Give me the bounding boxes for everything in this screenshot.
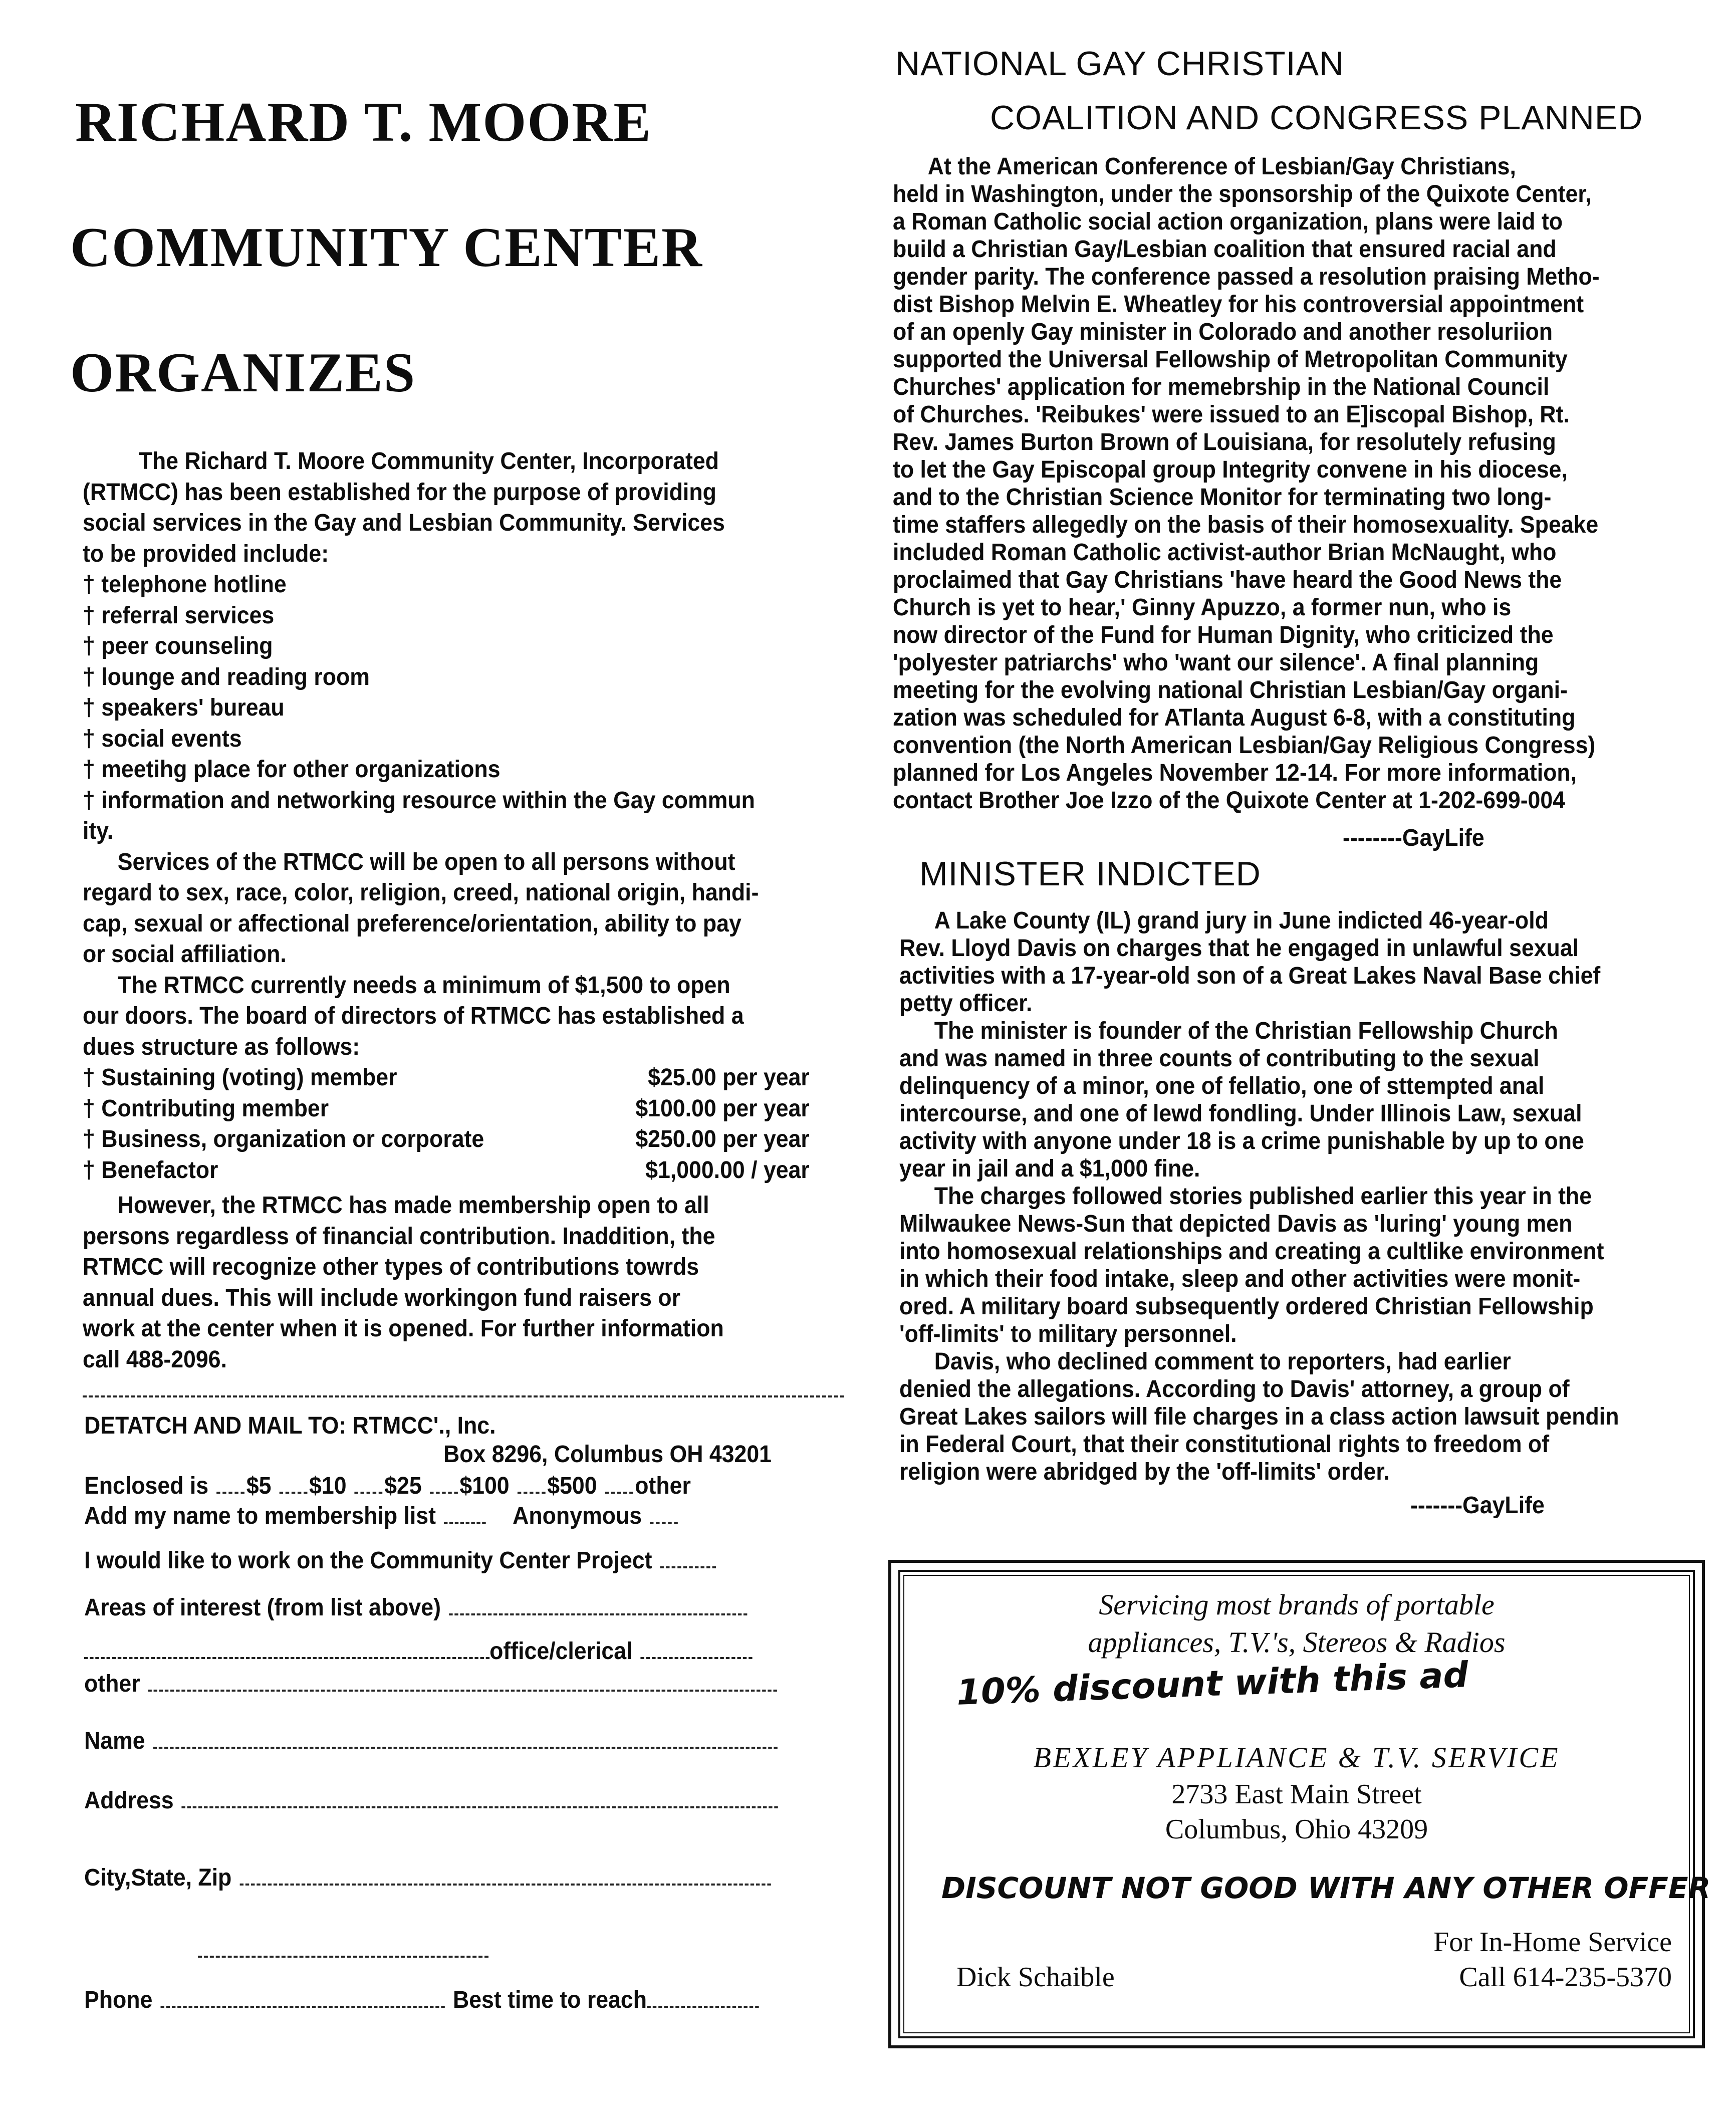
article-heading-line-2: COALITION AND CONGRESS PLANNED xyxy=(990,99,1643,137)
work-blank[interactable] xyxy=(660,1546,716,1568)
article-heading-line-1: NATIONAL GAY CHRISTIAN xyxy=(895,45,1345,83)
office-row xyxy=(84,1637,754,1665)
membership-label: Add my name to membership list xyxy=(84,1503,436,1529)
city-label: City,State, Zip xyxy=(84,1864,232,1891)
text-line: a Roman Catholic social action organization, plans were laid to xyxy=(893,208,1563,235)
phone-row xyxy=(84,1986,759,2014)
minister-indicted-heading: MINISTER INDICTED xyxy=(919,855,1261,893)
text-line: proclaimed that Gay Christians 'have heard the Good News the xyxy=(893,567,1562,593)
text-line: gender parity. The conference passed a resolution praising Metho- xyxy=(893,264,1600,290)
text-line: to let the Gay Episcopal group Integrity convene in his diocese, xyxy=(893,456,1568,483)
amount-option: other xyxy=(635,1473,691,1499)
text-line: Rev. Lloyd Davis on charges that he engaged in unlawful sexual xyxy=(899,935,1579,962)
text-line: persons regardless of financial contribution. Inaddition, the xyxy=(83,1223,715,1250)
text-line: regard to sex, race, color, religion, creed, national origin, handi- xyxy=(83,879,759,906)
ad-tagline-1: Servicing most brands of portable xyxy=(1099,1588,1495,1621)
office-blank[interactable] xyxy=(84,1637,489,1659)
text-line: of Churches. 'Reibukes' were issued to an E]iscopal Bishop, Rt. xyxy=(893,401,1570,428)
cut-line-divider xyxy=(83,1395,844,1397)
other-blank[interactable] xyxy=(148,1670,778,1692)
text-line: † peer counseling xyxy=(83,633,273,659)
dues-label: † Benefactor xyxy=(83,1156,218,1184)
text-line: and was named in three counts of contributing to the sexual xyxy=(899,1045,1540,1072)
headline-line-2: COMMUNITY CENTER xyxy=(70,216,703,279)
text-line: † lounge and reading room xyxy=(83,663,370,690)
text-line: † referral services xyxy=(83,602,275,629)
text-line: Great Lakes sailors will file charges in a class action lawsuit pendin xyxy=(899,1403,1619,1430)
text-line: held in Washington, under the sponsorship of the Quixote Center, xyxy=(893,181,1592,207)
text-line: year in jail and a $1,000 fine. xyxy=(899,1155,1200,1182)
text-line: contact Brother Joe Izzo of the Quixote Center at 1-202-699-004 xyxy=(893,787,1566,814)
dues-amount: $100.00 per year xyxy=(635,1095,810,1122)
text-line: supported the Universal Fellowship of Metropolitan Community xyxy=(893,346,1568,373)
text-line: annual dues. This will include workingon fund raisers or xyxy=(83,1284,681,1311)
bexley-appliance-ad xyxy=(888,1560,1711,2048)
amount-option: $25 xyxy=(384,1473,422,1499)
best-time-blank[interactable] xyxy=(647,1986,759,2008)
amount-25-blank[interactable] xyxy=(355,1472,383,1494)
address-blank[interactable] xyxy=(182,1786,778,1808)
text-line: and to the Christian Science Monitor for terminating two long- xyxy=(893,484,1552,511)
text-line: in Federal Court, that their constitutional rights to freedom of xyxy=(899,1431,1550,1458)
text-line: social services in the Gay and Lesbian Community. Services xyxy=(83,510,725,536)
office-blank-tail[interactable] xyxy=(641,1637,753,1659)
amount-option: $5 xyxy=(246,1473,272,1499)
areas-row xyxy=(84,1593,749,1621)
name-row xyxy=(84,1727,780,1755)
amount-option: $10 xyxy=(309,1473,347,1499)
text-line: work at the center when it is opened. For further information xyxy=(83,1315,724,1342)
membership-blank[interactable] xyxy=(444,1502,486,1524)
text-line: religion were abridged by the 'off-limits' order. xyxy=(899,1459,1390,1485)
phone-label: Phone xyxy=(84,1987,153,2013)
best-time-label: Best time to reach xyxy=(452,1987,647,2013)
text-line: planned for Los Angeles November 12-14. For more information, xyxy=(893,760,1577,786)
dues-amount: $1,000.00 / year xyxy=(645,1156,810,1184)
other-label: other xyxy=(84,1671,140,1697)
areas-blank[interactable] xyxy=(449,1593,747,1615)
text-line: cap, sexual or affectional preference/orientation, ability to pay xyxy=(83,910,741,937)
extra-blank-line[interactable] xyxy=(198,1956,488,1958)
text-line: build a Christian Gay/Lesbian coalition that ensured racial and xyxy=(893,236,1557,263)
text-line: (RTMCC) has been established for the purpose of providing xyxy=(83,479,716,506)
headline-line-3: ORGANIZES xyxy=(70,342,416,404)
rtmcc-article-body xyxy=(83,446,759,1062)
text-line: Churches' application for memebrship in the National Council xyxy=(893,374,1550,400)
text-line: The charges followed stories published earlier this year in the xyxy=(934,1183,1592,1210)
text-line: Church is yet to hear,' Ginny Apuzzo, a former nun, who is xyxy=(893,594,1512,621)
ad-discount-handwritten: 10% discount with this ad xyxy=(955,1654,1469,1713)
membership-row xyxy=(84,1502,680,1530)
text-line: dist Bishop Melvin E. Wheatley for his controversial appointment xyxy=(893,291,1584,318)
minister-article-body xyxy=(899,907,1619,1486)
text-line: included Roman Catholic activist-author Brian McNaught, who xyxy=(893,539,1557,566)
ad-city: Columbus, Ohio 43209 xyxy=(1165,1814,1428,1845)
text-line: of an openly Gay minister in Colorado and another resoluriion xyxy=(893,319,1553,345)
text-line: intercourse, and one of lewd fondling. Under Illinois Law, sexual xyxy=(899,1100,1582,1127)
text-line: now director of the Fund for Human Dignity, who criticized the xyxy=(893,622,1554,648)
gaylife-credit: -------GayLife xyxy=(1410,1492,1545,1519)
amount-5-blank[interactable] xyxy=(216,1472,244,1494)
text-line: The minister is founder of the Christian Fellowship Church xyxy=(934,1018,1558,1044)
dues-amount: $250.00 per year xyxy=(635,1126,810,1152)
ad-business-name: BEXLEY APPLIANCE & T.V. SERVICE xyxy=(1033,1741,1560,1774)
text-line: ored. A military board subsequently ordered Christian Fellowship xyxy=(899,1293,1594,1320)
text-line: † information and networking resource within the Gay commun xyxy=(83,787,755,814)
anonymous-blank[interactable] xyxy=(650,1502,678,1524)
ad-street: 2733 East Main Street xyxy=(1171,1779,1422,1810)
work-row xyxy=(84,1546,718,1574)
text-line: delinquency of a minor, one of fellatio, one of sttempted anal xyxy=(899,1073,1545,1099)
address-row xyxy=(84,1786,780,1814)
text-line: our doors. The board of directors of RTMCC has established a xyxy=(83,1003,744,1029)
text-line: At the American Conference of Lesbian/Gay Christians, xyxy=(927,153,1516,180)
city-blank[interactable] xyxy=(239,1863,771,1886)
text-line: time staffers allegedly on the basis of their homosexuality. Speake xyxy=(893,512,1599,538)
ad-phone: Call 614-235-5370 xyxy=(1459,1962,1672,1993)
amount-other-blank[interactable] xyxy=(605,1472,633,1494)
text-line: call 488-2096. xyxy=(83,1346,227,1373)
other-row xyxy=(84,1670,779,1698)
text-line: convention (the North American Lesbian/Gay Religious Congress) xyxy=(893,732,1596,759)
text-line: † telephone hotline xyxy=(83,571,287,598)
dues-label: † Sustaining (voting) member xyxy=(83,1064,397,1091)
enclosed-label: Enclosed is xyxy=(84,1473,209,1499)
dues-label: † Contributing member xyxy=(83,1095,329,1122)
membership-note xyxy=(83,1190,724,1375)
amount-option: $500 xyxy=(547,1473,597,1499)
text-line: RTMCC will recognize other types of contributions towrds xyxy=(83,1254,699,1280)
ad-disclaimer-handwritten: DISCOUNT NOT GOOD WITH ANY OTHER OFFER xyxy=(941,1871,1711,1905)
text-line: However, the RTMCC has made membership open to all xyxy=(117,1192,709,1219)
amount-10-blank[interactable] xyxy=(280,1472,308,1494)
phone-blank[interactable] xyxy=(161,1986,445,2008)
text-line: ity. xyxy=(83,818,114,844)
text-line: to be provided include: xyxy=(83,540,329,567)
text-line: A Lake County (IL) grand jury in June indicted 46-year-old xyxy=(934,907,1549,934)
text-line: † speakers' bureau xyxy=(83,694,285,721)
city-row xyxy=(84,1863,773,1892)
text-line: † meetihg place for other organizations xyxy=(83,756,501,783)
ad-service-label: For In-Home Service xyxy=(1433,1927,1672,1958)
office-label: office/clerical xyxy=(489,1638,633,1665)
text-line: The Richard T. Moore Community Center, Incorporated xyxy=(138,448,719,475)
mail-to-label: DETATCH AND MAIL TO: RTMCC'., Inc. xyxy=(84,1413,496,1439)
text-line: activities with a 17-year-old son of a Great Lakes Naval Base chief xyxy=(899,963,1601,989)
dues-table xyxy=(83,1062,810,1188)
headline-line-1: RICHARD T. MOORE xyxy=(75,91,652,153)
text-line: Rev. James Burton Brown of Louisiana, for resolutely refusing xyxy=(893,429,1556,455)
gaylife-credit: --------GayLife xyxy=(1343,825,1484,851)
name-label: Name xyxy=(84,1728,145,1754)
mail-address: Box 8296, Columbus OH 43201 xyxy=(443,1441,772,1468)
enclosed-row xyxy=(84,1472,691,1500)
text-line: Services of the RTMCC will be open to all persons without xyxy=(117,848,735,875)
text-line: denied the allegations. According to Davis' attorney, a group of xyxy=(899,1376,1570,1402)
text-line: zation was scheduled for ATlanta August 6-8, with a constituting xyxy=(893,705,1576,731)
text-line: meeting for the evolving national Christian Lesbian/Gay organi- xyxy=(893,677,1568,703)
dues-amount: $25.00 per year xyxy=(648,1064,810,1091)
name-blank[interactable] xyxy=(153,1727,778,1749)
address-label: Address xyxy=(84,1787,174,1814)
text-line: 'off-limits' to military personnel. xyxy=(899,1321,1237,1347)
text-line: Davis, who declined comment to reporters, had earlier xyxy=(934,1348,1511,1375)
dues-row xyxy=(83,1124,810,1155)
text-line: in which their food intake, sleep and other activities were monit- xyxy=(899,1266,1581,1292)
amount-option: $100 xyxy=(459,1473,510,1499)
dues-row xyxy=(83,1062,810,1093)
text-line: or social affiliation. xyxy=(83,941,287,968)
amount-100-blank[interactable] xyxy=(430,1472,458,1494)
areas-label: Areas of interest (from list above) xyxy=(84,1594,441,1621)
amount-500-blank[interactable] xyxy=(518,1472,546,1494)
text-line: into homosexual relationships and creating a cultlike environment xyxy=(899,1238,1604,1265)
text-line: activity with anyone under 18 is a crime punishable by up to one xyxy=(899,1128,1584,1154)
dues-row xyxy=(83,1093,810,1124)
text-line: 'polyester patriarchs' who 'want our silence'. A final planning xyxy=(893,649,1539,676)
text-line: dues structure as follows: xyxy=(83,1033,360,1060)
anonymous-label: Anonymous xyxy=(513,1503,642,1529)
text-line: The RTMCC currently needs a minimum of $1,500 to open xyxy=(117,972,730,999)
text-line: Milwaukee News-Sun that depicted Davis as 'luring' young men xyxy=(899,1211,1573,1237)
dues-label: † Business, organization or corporate xyxy=(83,1126,484,1152)
work-label: I would like to work on the Community Center Project xyxy=(84,1547,652,1574)
ad-tagline-2: appliances, T.V.'s, Stereos & Radios xyxy=(1088,1626,1506,1659)
dues-row xyxy=(83,1155,810,1186)
coalition-article-body xyxy=(893,153,1600,814)
ad-owner: Dick Schaible xyxy=(956,1962,1115,1993)
text-line: petty officer. xyxy=(899,990,1033,1017)
text-line: † social events xyxy=(83,725,242,752)
